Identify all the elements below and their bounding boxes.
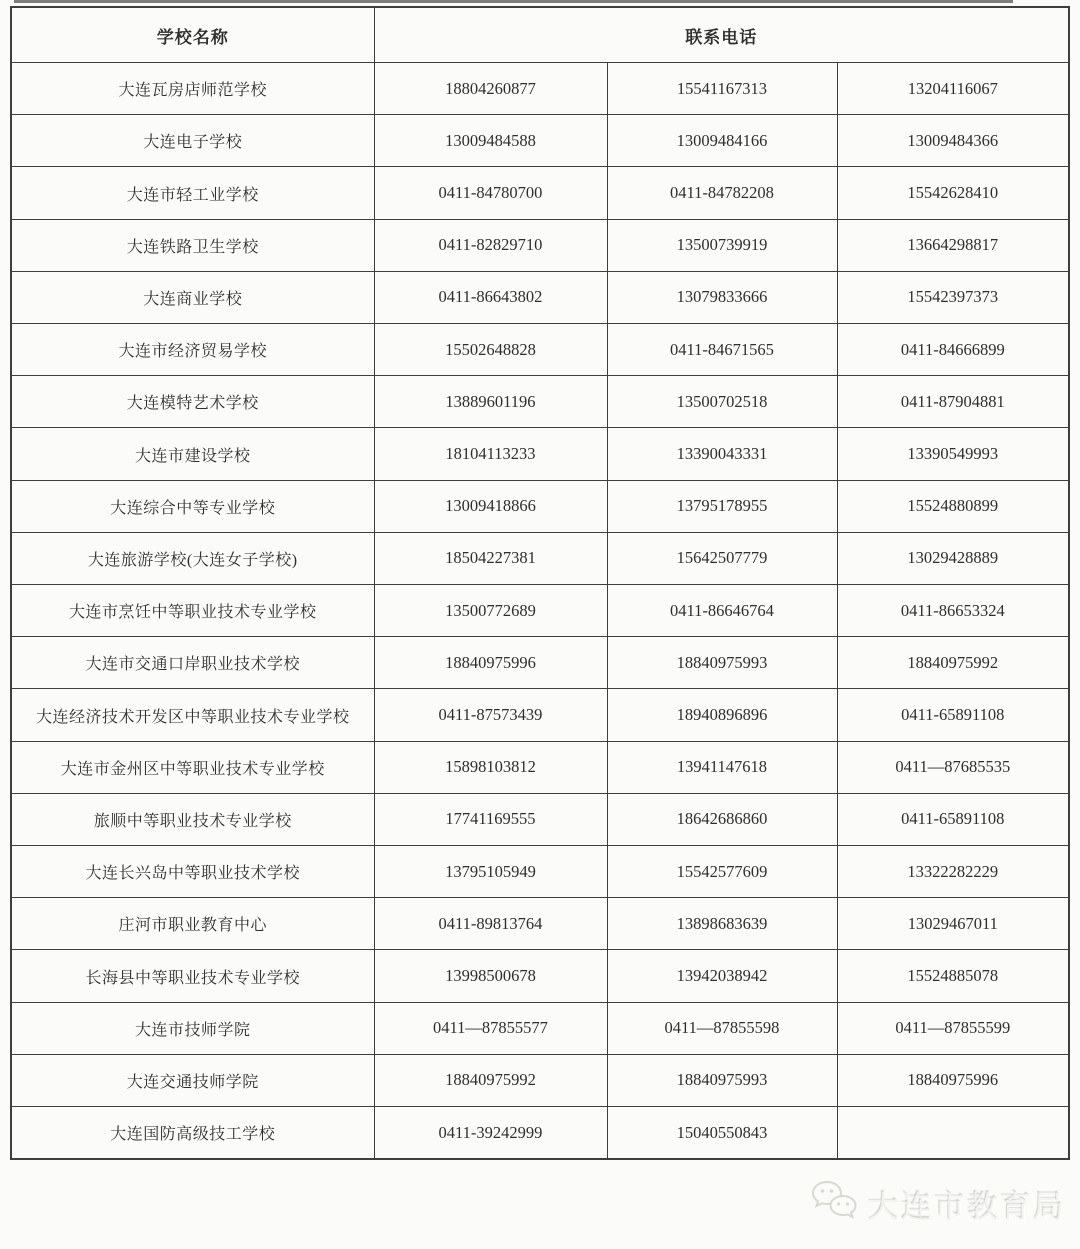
phone-cell: 13942038942 [607,950,837,1002]
school-name-cell: 大连瓦房店师范学校 [11,63,374,115]
phone-cell: 13079833666 [607,271,837,323]
phone-cell: 0411-86653324 [837,585,1069,637]
phone-cell: 0411-39242999 [374,1107,607,1159]
table-row [11,376,1069,428]
header-contact-phone: 联系电话 [374,7,1069,63]
phone-cell: 13009418866 [374,480,607,532]
phone-cell: 18840975993 [607,637,837,689]
school-name-cell: 大连市交通口岸职业技术学校 [11,637,374,689]
table-row [11,950,1069,1002]
phone-cell: 0411-86646764 [607,585,837,637]
school-name-cell: 长海县中等职业技术专业学校 [11,950,374,1002]
phone-cell: 13390043331 [607,428,837,480]
phone-cell: 0411-82829710 [374,219,607,271]
table-row [11,324,1069,376]
phone-cell: 17741169555 [374,793,607,845]
phone-cell: 15040550843 [607,1107,837,1159]
phone-cell: 15542628410 [837,167,1069,219]
table-row [11,898,1069,950]
cropped-row-edge [14,0,1013,3]
phone-cell: 15541167313 [607,63,837,115]
school-name-cell: 大连经济技术开发区中等职业技术专业学校 [11,689,374,741]
table-body [11,63,1069,1160]
phone-cell: 0411—87855599 [837,1002,1069,1054]
school-name-cell: 大连交通技师学院 [11,1054,374,1106]
table-row [11,846,1069,898]
phone-cell: 0411-87573439 [374,689,607,741]
phone-cell: 0411-89813764 [374,898,607,950]
table-row [11,1107,1069,1159]
table-row [11,793,1069,845]
table-row [11,585,1069,637]
header-row [11,7,1069,63]
phone-cell: 0411-84780700 [374,167,607,219]
phone-cell: 13204116067 [837,63,1069,115]
phone-cell: 0411—87855598 [607,1002,837,1054]
phone-cell: 18840975992 [374,1054,607,1106]
watermark-label: 大连市教育局 [868,1190,1066,1225]
phone-cell: 18840975996 [374,637,607,689]
phone-cell: 0411-87904881 [837,376,1069,428]
school-phone-table [10,6,1070,1160]
school-name-cell: 大连综合中等专业学校 [11,480,374,532]
school-name-cell: 大连市金州区中等职业技术专业学校 [11,741,374,793]
phone-cell: 13898683639 [607,898,837,950]
phone-cell: 15642507779 [607,532,837,584]
watermark [807,1178,1066,1231]
phone-cell: 18840975996 [837,1054,1069,1106]
phone-cell: 13009484588 [374,115,607,167]
phone-cell: 0411-65891108 [837,689,1069,741]
phone-cell: 13322282229 [837,846,1069,898]
phone-cell: 18104113233 [374,428,607,480]
phone-cell: 13500772689 [374,585,607,637]
phone-cell: 0411-84782208 [607,167,837,219]
phone-cell: 18840975993 [607,1054,837,1106]
school-name-cell: 大连市经济贸易学校 [11,324,374,376]
table-row [11,115,1069,167]
phone-cell: 13029428889 [837,532,1069,584]
phone-cell: 13390549993 [837,428,1069,480]
school-name-cell: 大连市轻工业学校 [11,167,374,219]
table-header [11,7,1069,63]
phone-cell: 18504227381 [374,532,607,584]
phone-cell: 13500739919 [607,219,837,271]
phone-cell: 0411-84671565 [607,324,837,376]
table-row [11,271,1069,323]
phone-cell: 18940896896 [607,689,837,741]
school-name-cell: 大连国防高级技工学校 [11,1107,374,1159]
header-school-name: 学校名称 [11,7,374,63]
phone-cell: 18642686860 [607,793,837,845]
school-name-cell: 大连模特艺术学校 [11,376,374,428]
phone-cell: 15502648828 [374,324,607,376]
table-row [11,167,1069,219]
phone-cell: 13795178955 [607,480,837,532]
phone-cell: 13500702518 [607,376,837,428]
phone-cell: 13889601196 [374,376,607,428]
phone-cell: 15542577609 [607,846,837,898]
phone-cell: 13941147618 [607,741,837,793]
school-name-cell: 大连市烹饪中等职业技术专业学校 [11,585,374,637]
phone-cell: 13029467011 [837,898,1069,950]
wechat-icon [807,1178,861,1231]
table-row [11,532,1069,584]
phone-cell: 13664298817 [837,219,1069,271]
phone-cell: 15898103812 [374,741,607,793]
table-row [11,63,1069,115]
table-row [11,219,1069,271]
phone-cell: 0411-86643802 [374,271,607,323]
phone-cell: 18840975992 [837,637,1069,689]
school-name-cell: 大连商业学校 [11,271,374,323]
phone-cell: 18804260877 [374,63,607,115]
phone-cell: 0411—87685535 [837,741,1069,793]
school-name-cell: 大连铁路卫生学校 [11,219,374,271]
school-name-cell: 大连市技师学院 [11,1002,374,1054]
table-row [11,428,1069,480]
phone-cell: 13998500678 [374,950,607,1002]
school-name-cell: 大连长兴岛中等职业技术学校 [11,846,374,898]
phone-cell: 15524880899 [837,480,1069,532]
phone-cell: 0411—87855577 [374,1002,607,1054]
table-row [11,689,1069,741]
phone-cell: 15542397373 [837,271,1069,323]
phone-cell: 15524885078 [837,950,1069,1002]
phone-cell [837,1107,1069,1159]
school-name-cell: 旅顺中等职业技术专业学校 [11,793,374,845]
table-row [11,741,1069,793]
school-name-cell: 大连电子学校 [11,115,374,167]
table-row [11,637,1069,689]
school-name-cell: 大连旅游学校(大连女子学校) [11,532,374,584]
phone-cell: 0411-65891108 [837,793,1069,845]
phone-cell: 13009484366 [837,115,1069,167]
phone-cell: 13009484166 [607,115,837,167]
phone-cell: 13795105949 [374,846,607,898]
table-row [11,1002,1069,1054]
school-name-cell: 大连市建设学校 [11,428,374,480]
school-name-cell: 庄河市职业教育中心 [11,898,374,950]
table-row [11,480,1069,532]
phone-cell: 0411-84666899 [837,324,1069,376]
table-row [11,1054,1069,1106]
